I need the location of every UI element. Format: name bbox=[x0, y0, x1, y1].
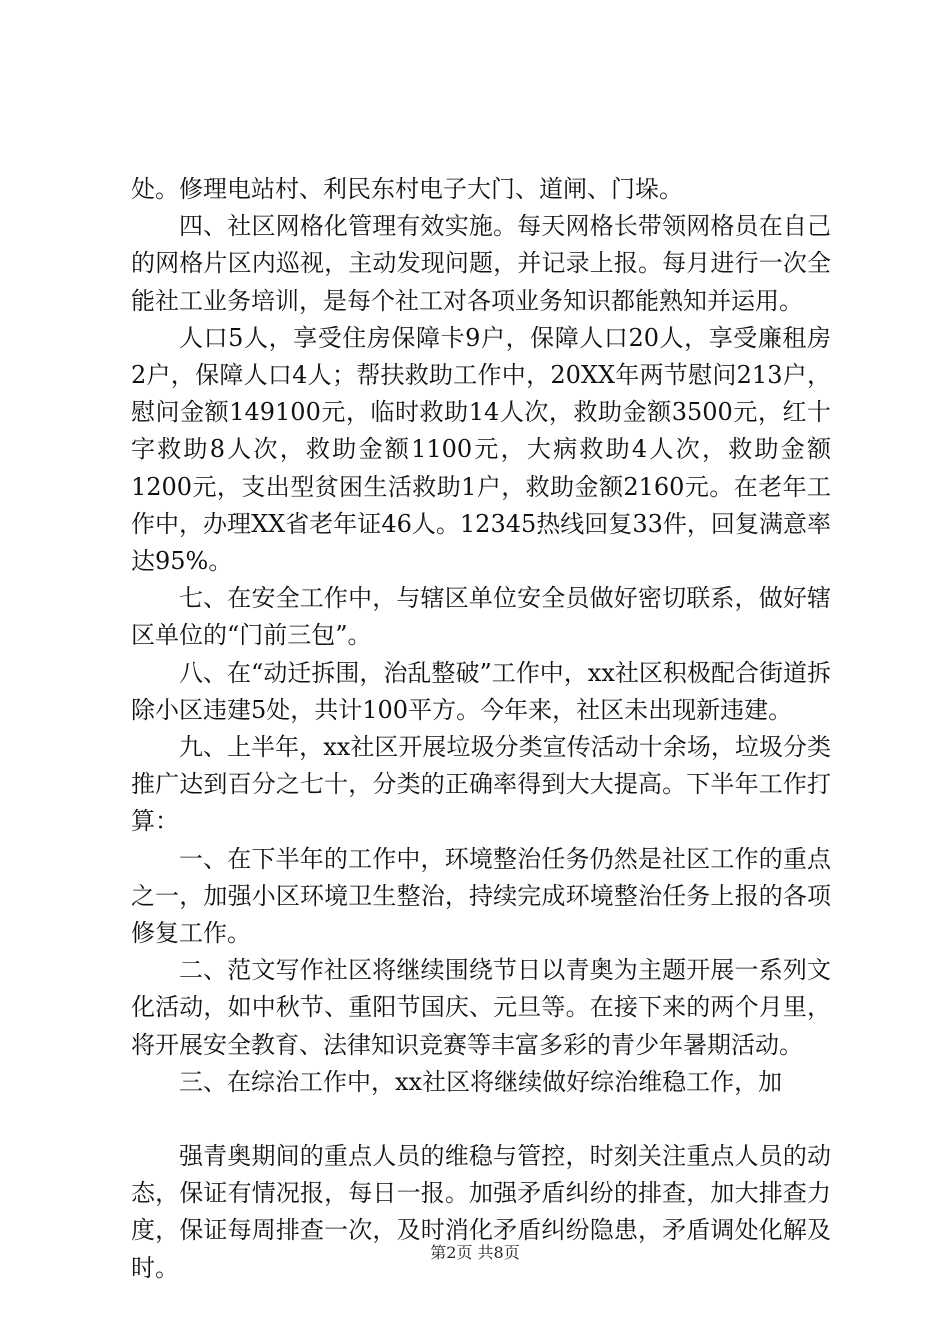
paragraph: 人口5人，享受住房保障卡9户，保障人口20人，享受廉租房2户，保障人口4人；帮扶救助工作中，20XX年两节慰问213户，慰问金额149100元，临时救助14人次，救助金额3500元，红十字救助8人次，救助金额1100元，大病救助4人次，救助金额1200元，支出型贫困生活救助1户，救助金额2160元。在老年工作中，办理XX省老年证46人。12345热线回复33件，回复满意率达95%。 bbox=[131, 323, 831, 576]
paragraph: 处。修理电站村、利民东村电子大门、道闸、门垛。 bbox=[131, 175, 683, 203]
page-number: 第2页 共8页 bbox=[430, 1243, 520, 1262]
paragraph: 四、社区网格化管理有效实施。每天网格长带领网格员在自己的网格片区内巡视，主动发现问题，并记录上报。每月进行一次全能社工业务培训，是每个社工对各项业务知识都能熟知并运用。 bbox=[131, 212, 831, 315]
paragraph: 二、范文写作社区将继续围绕节日以青奥为主题开展一系列文化活动，如中秋节、重阳节国庆、元旦等。在接下来的两个月里，将开展安全教育、法律知识竞赛等丰富多彩的青少年暑期活动。 bbox=[131, 956, 831, 1059]
paragraph: 七、在安全工作中，与辖区单位安全员做好密切联系，做好辖区单位的“门前三包”。 bbox=[131, 584, 831, 650]
paragraph: 一、在下半年的工作中，环境整治任务仍然是社区工作的重点之一，加强小区环境卫生整治，持续完成环境整治任务上报的各项修复工作。 bbox=[131, 844, 831, 948]
paragraph: 强青奥期间的重点人员的维稳与管控，时刻关注重点人员的动态，保证有情况报，每日一报。加强矛盾纠纷的排查，加大排查力度，保证每周排查一次，及时消化矛盾纠纷隐患，矛盾调处化解及时。 bbox=[131, 1142, 831, 1282]
paragraph: 九、上半年，xx社区开展垃圾分类宣传活动十余场，垃圾分类推广达到百分之七十，分类的正确率得到大大提高。下半年工作打算： bbox=[131, 733, 831, 836]
document-body bbox=[131, 171, 831, 1287]
paragraph: 八、在“动迁拆围，治乱整破”工作中，xx社区积极配合街道拆除小区违建5处，共计100平方。今年来，社区未出现新违建。 bbox=[131, 658, 831, 724]
paragraph: 三、在综治工作中，xx社区将继续做好综治维稳工作，加 bbox=[179, 1067, 783, 1096]
